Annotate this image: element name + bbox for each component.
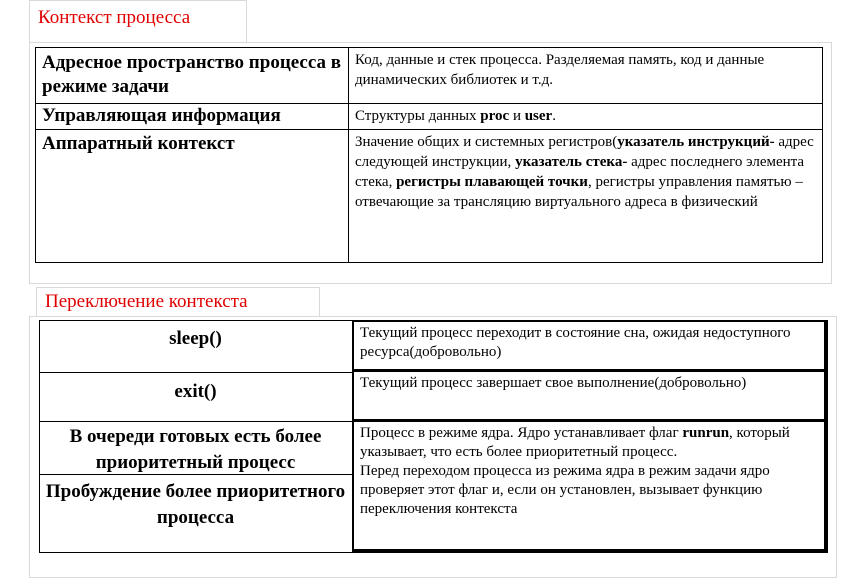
text-run: адрес следующей инструкции, [355,134,814,170]
text-run: , который указывает, что есть более приоритетный процесс. [360,425,790,460]
text-run: Текущий процесс переходит в состояние сна, ожидая недоступного ресурса(добровольно) [360,325,791,360]
process-context-table [35,47,823,263]
text-run: указатель инструкций- [617,134,775,150]
text-run: Перед переходом процесса из режима ядра в режим задачи ядро проверяет этот флаг и, если он установлен, вызывает функцию переключения контекста [360,463,770,517]
text-run: Структуры данных [355,108,481,124]
text-run: runrun [682,425,730,441]
text-run: указатель стека- [515,154,628,170]
row-desc-exit [354,372,822,420]
text-run: Код, данные и стек процесса. Разделяемая память, код и данные динамических библиотек и т.д. [355,52,765,88]
text-run: Значение общих и системных регистров( [355,134,618,150]
row-label-sleep: sleep() [169,328,222,349]
text-run: Процесс в режиме ядра. Ядро устанавливает флаг [360,425,683,441]
text-run: Текущий процесс завершает свое выполнение(добровольно) [360,375,747,391]
row-label-wake-higher-priority: Пробуждение более приоритетного процесса [45,481,346,528]
text-run: , регистры управления памятью – отвечающие за трансляцию виртуального адреса в физический [355,174,803,210]
text-run: регистры плавающей точки [396,174,588,190]
row-label-hardware-context: Аппаратный контекст [42,133,235,154]
section2-heading: Переключение контекста [45,291,248,312]
row-label-control-info: Управляющая информация [42,105,281,126]
row-desc-hardware-context [349,130,822,262]
row-label-exit: exit() [174,381,217,402]
row-desc-address-space [349,48,822,103]
row-label-address-space: Адресное пространство процесса в режиме задачи [42,52,342,97]
merged-desc-runrun [354,422,822,549]
text-run: user [524,108,553,124]
section1-heading: Контекст процесса [38,7,191,28]
text-run: proc [480,108,510,124]
row-desc-control-info [349,104,822,129]
row-label-higher-priority-ready: В очереди готовых есть более приоритетный процесс [69,426,322,473]
context-switch-table [39,320,831,553]
text-run: адрес последнего элемента стека, [355,154,805,190]
text-run: . [552,108,556,124]
text-run: и [509,108,525,124]
row-desc-sleep [354,322,822,370]
